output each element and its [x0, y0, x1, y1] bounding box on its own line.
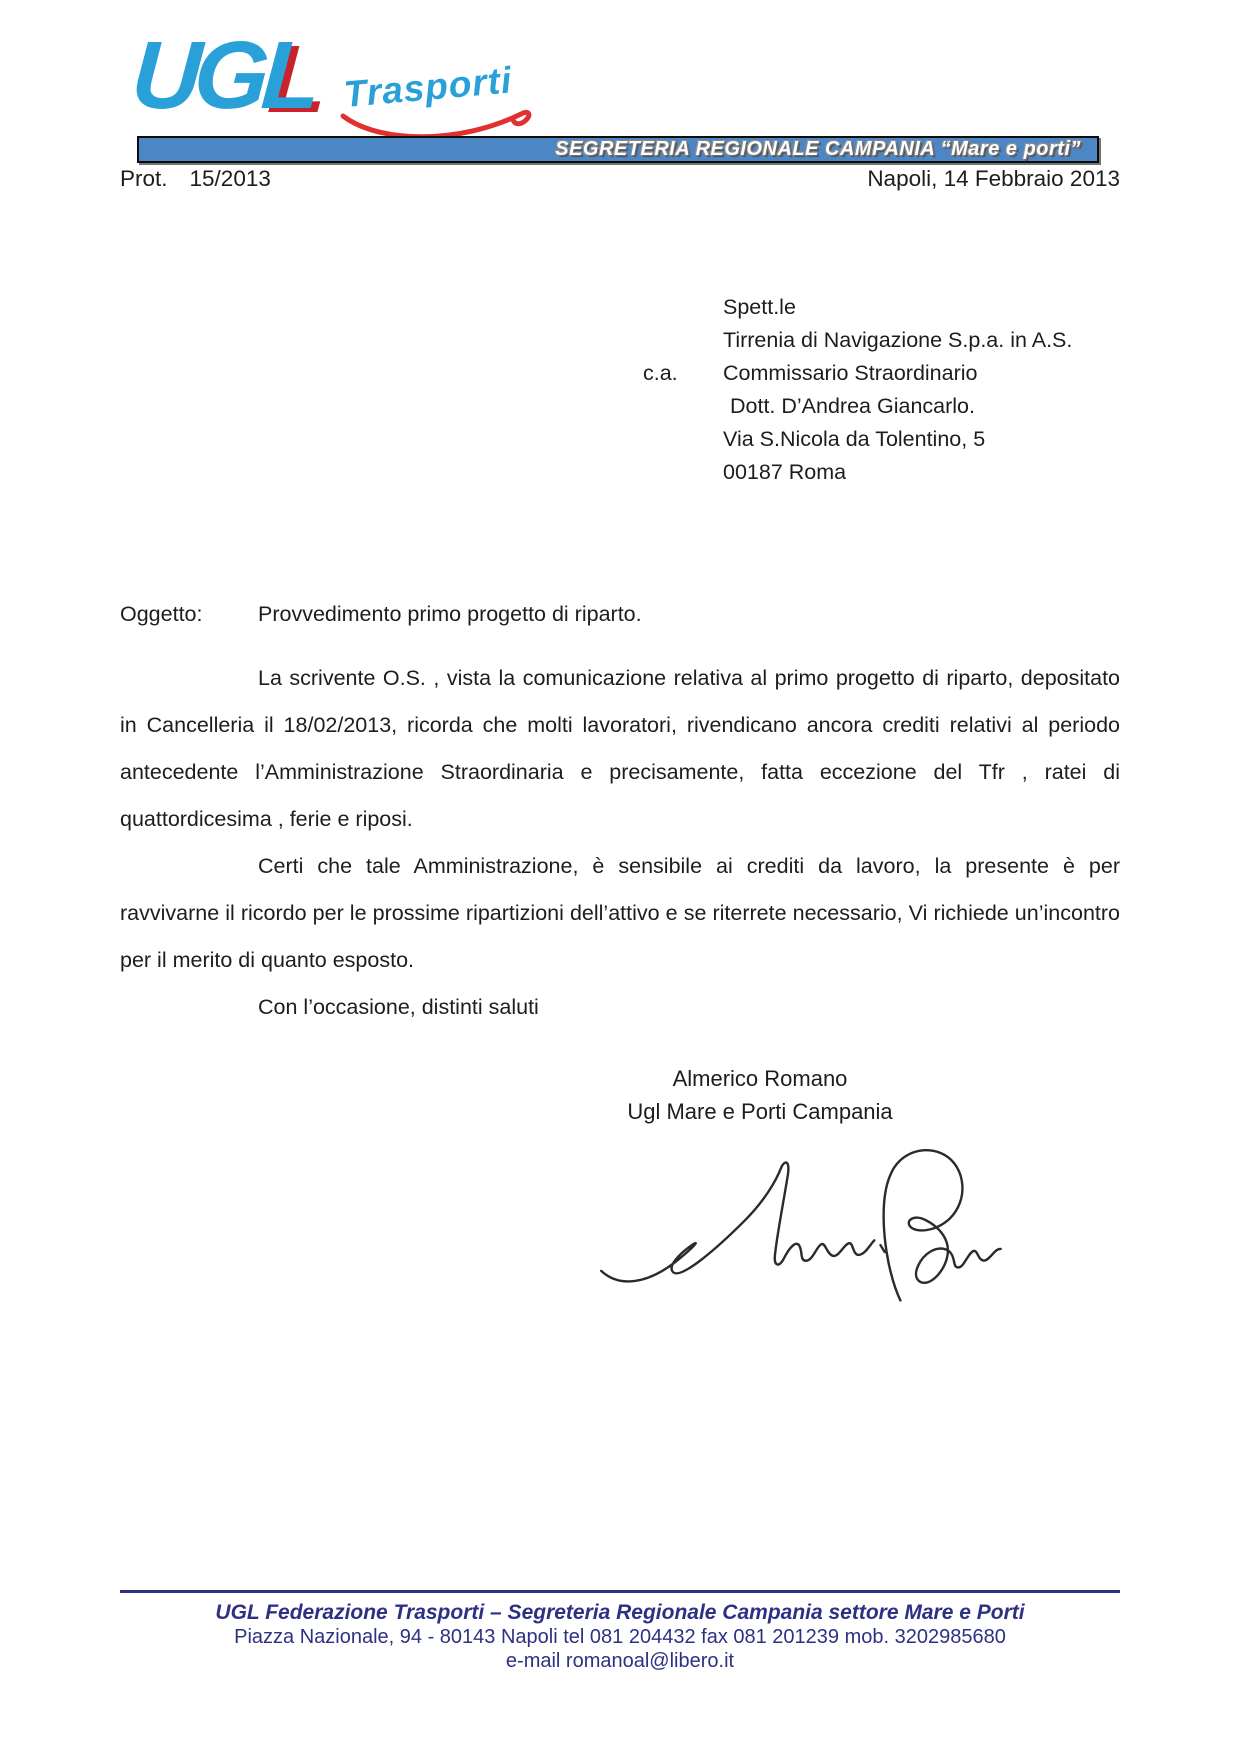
recipient-line	[643, 291, 1072, 324]
recipient-line-text: Tirrenia di Navigazione S.p.a. in A.S.	[723, 328, 1073, 352]
recipient-address-block	[643, 291, 1072, 489]
subject-text: Provvedimento primo progetto di riparto.	[258, 602, 642, 626]
ugl-trasporti-logo	[128, 22, 652, 138]
recipient-line-prefix	[643, 423, 723, 456]
recipient-line-text: Via S.Nicola da Tolentino, 5	[723, 427, 986, 451]
protocol-number: 15/2013	[189, 166, 271, 191]
footer-block	[120, 1601, 1120, 1673]
handwritten-signature	[588, 1146, 1008, 1321]
recipient-line-prefix: c.a.	[643, 361, 678, 385]
protocol-label: Prot.	[120, 166, 168, 191]
recipient-line	[643, 324, 1072, 357]
signer-block	[560, 1062, 960, 1128]
protocol	[120, 164, 271, 194]
banner-title: SEGRETERIA REGIONALE CAMPANIA “Mare e porti”	[555, 138, 1081, 160]
ugl-letter-u: U	[128, 22, 199, 129]
recipient-line-prefix	[643, 324, 723, 357]
recipient-line	[643, 390, 1072, 423]
recipient-line-prefix	[643, 456, 723, 489]
letter-body	[120, 655, 1120, 1031]
footer-address-line: Piazza Nazionale, 94 - 80143 Napoli tel 081 204432 fax 081 201239 mob. 3202985680	[234, 1626, 1006, 1648]
closing-line: Con l’occasione, distinti saluti	[258, 995, 539, 1019]
ugl-logo-text	[128, 22, 318, 129]
recipient-line-text: 00187 Roma	[723, 460, 847, 484]
subject-row	[120, 599, 1120, 629]
recipient-line	[643, 357, 1072, 390]
signer-name: Almerico Romano	[672, 1066, 848, 1091]
recipient-line-text: Spett.le	[723, 295, 796, 319]
banner-bar	[137, 136, 1099, 163]
signer-organization: Ugl Mare e Porti Campania	[627, 1099, 893, 1124]
footer-org-line: UGL Federazione Trasporti – Segreteria Regionale Campania settore Mare e Porti	[215, 1601, 1025, 1624]
ugl-letter-l: L	[258, 22, 318, 129]
recipient-line-text: Dott. D’Andrea Giancarlo.	[730, 394, 975, 418]
footer-email-line: e-mail romanoal@libero.it	[505, 1650, 735, 1672]
protocol-date-row	[120, 164, 1120, 194]
body-paragraph-2: Certi che tale Amministrazione, è sensibile ai crediti da lavoro, la presente è per ravvivarne il ricordo per le prossime ripartizioni dell’attivo e se riterrete necessario, Vi richiede un’incontro per il merito di quanto esposto.	[120, 854, 1120, 972]
trasporti-script-text: Trasporti	[342, 59, 514, 115]
ugl-letter-g: G	[190, 22, 266, 129]
recipient-line	[643, 423, 1072, 456]
place-date: Napoli, 14 Febbraio 2013	[867, 166, 1120, 191]
footer-divider	[120, 1590, 1120, 1593]
body-paragraph-1: La scrivente O.S. , vista la comunicazione relativa al primo progetto di riparto, depositato in Cancelleria il 18/02/2013, ricorda che molti lavoratori, rivendicano ancora crediti relativi al periodo antecedente l’Amministrazione Straordinaria e precisamente, fatta eccezione del Tfr , ratei di quattordicesima , ferie e riposi.	[120, 666, 1120, 831]
recipient-line-prefix	[643, 291, 723, 324]
recipient-line-text: Commissario Straordinario	[723, 361, 978, 385]
subject-label: Oggetto:	[120, 602, 203, 626]
recipient-line	[643, 456, 1072, 489]
recipient-line-prefix	[643, 390, 723, 423]
